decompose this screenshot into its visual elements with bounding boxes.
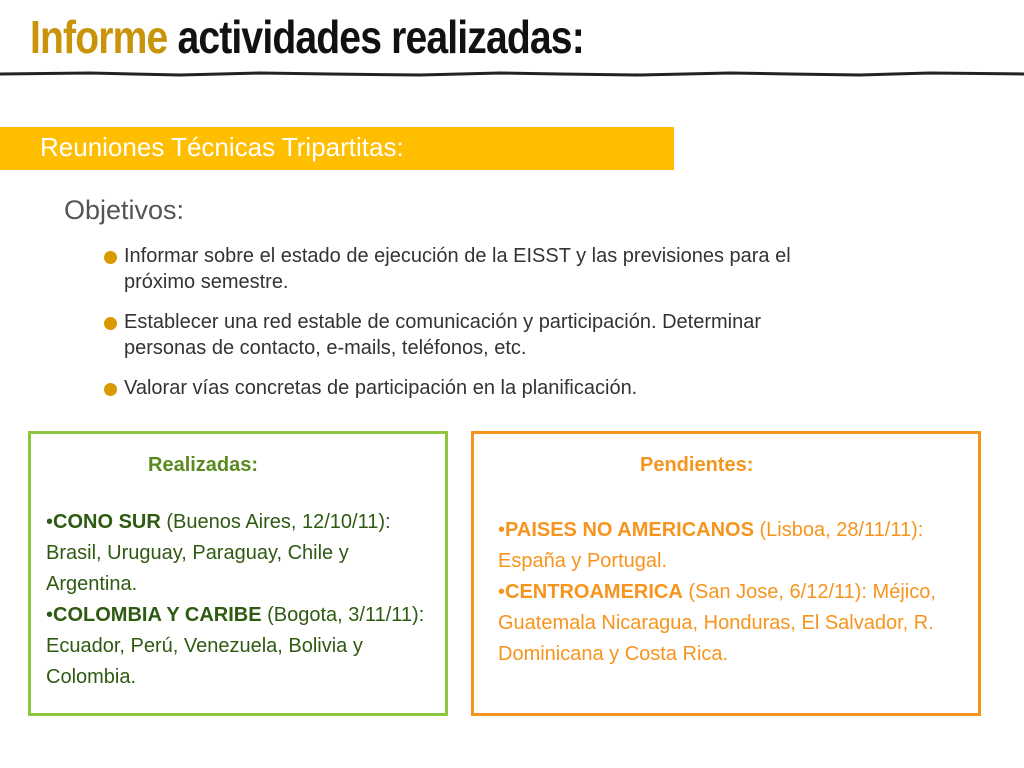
entry-detail: (San Jose, 6/12/11): Méjico, Guatemala Nicaragua, Honduras, El Salvador, R. Dominicana y Costa Rica. <box>498 581 936 665</box>
realizadas-heading: Realizadas: <box>148 454 259 476</box>
objective-item <box>104 375 824 401</box>
objectives-list <box>104 243 824 415</box>
realizadas-list <box>46 507 438 693</box>
objective-item <box>104 243 824 295</box>
pendientes-heading: Pendientes: <box>640 454 754 476</box>
objective-text: Establecer una red estable de comunicación y participación. Determinar personas de contacto, e-mails, teléfonos, etc. <box>124 311 762 359</box>
title-rest: actividades realizadas: <box>177 11 584 63</box>
bullet-dot-icon <box>104 251 117 264</box>
bullet-dot-icon <box>104 317 117 330</box>
entry-bullet: • <box>46 511 54 533</box>
title-underline <box>0 70 1024 78</box>
realizadas-box <box>28 431 448 716</box>
entry-detail: (Buenos Aires, 12/10/11): Brasil, Uruguay, Paraguay, Chile y Argentina. <box>46 511 391 595</box>
entry-bullet: • <box>498 519 506 541</box>
slide-title <box>30 10 584 76</box>
title-accent-word: Informe <box>30 11 168 63</box>
entry-region: CENTROAMERICA <box>505 581 683 603</box>
meeting-entry <box>498 515 968 577</box>
meeting-entry <box>46 600 438 693</box>
bullet-dot-icon <box>104 383 117 396</box>
entry-detail: (Lisboa, 28/11/11): España y Portugal. <box>498 519 924 572</box>
entry-region: COLOMBIA Y CARIBE <box>53 604 262 626</box>
entry-bullet: • <box>498 581 506 603</box>
entry-bullet: • <box>46 604 54 626</box>
pendientes-list <box>498 515 968 670</box>
objective-text: Informar sobre el estado de ejecución de la EISST y las previsiones para el próximo semestre. <box>124 245 791 293</box>
entry-detail: (Bogota, 3/11/11): Ecuador, Perú, Venezuela, Bolivia y Colombia. <box>46 604 425 688</box>
objective-item <box>104 309 824 361</box>
meeting-entry <box>46 507 438 600</box>
meeting-entry <box>498 577 968 670</box>
entry-region: CONO SUR <box>53 511 161 533</box>
pendientes-box <box>471 431 981 716</box>
entry-region: PAISES NO AMERICANOS <box>505 519 754 541</box>
objectives-heading: Objetivos: <box>64 195 185 225</box>
section-title: Reuniones Técnicas Tripartitas: <box>40 132 404 162</box>
objective-text: Valorar vías concretas de participación en la planificación. <box>124 377 638 399</box>
